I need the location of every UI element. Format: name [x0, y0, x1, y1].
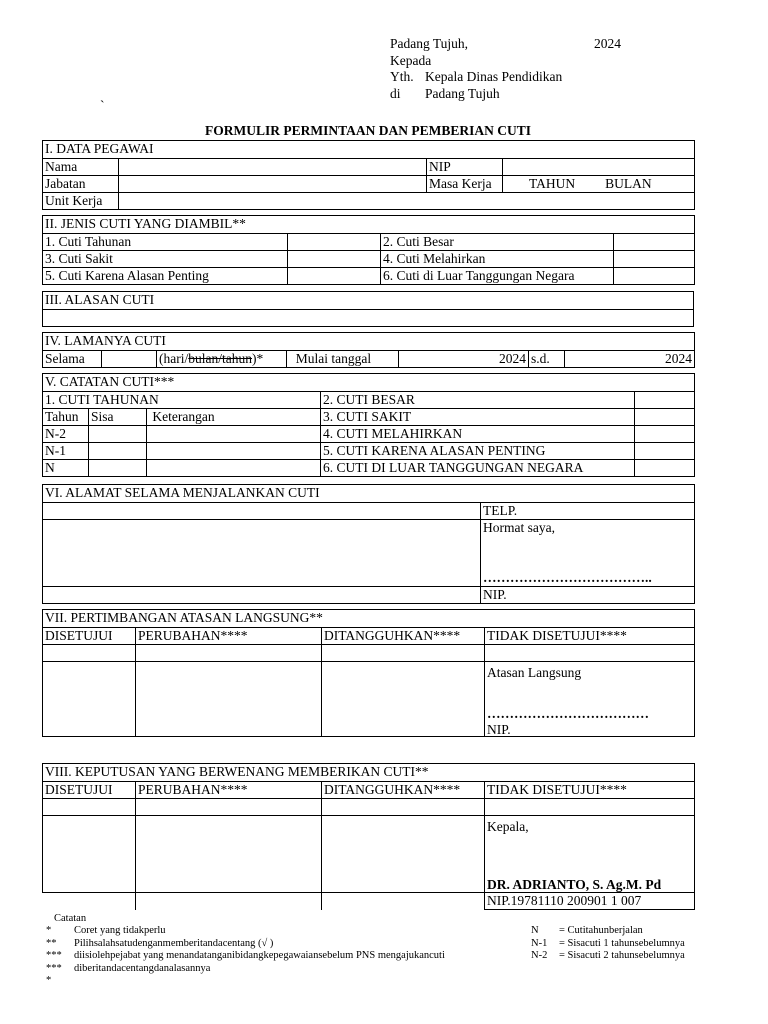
note-item: *: [46, 975, 52, 986]
catatan-item: 5. CUTI KARENA ALASAN PENTING: [321, 443, 635, 460]
row-year: N-2: [43, 426, 89, 443]
catatan-item: 6. CUTI DI LUAR TANGGUNGAN NEGARA: [321, 460, 635, 477]
signature-line: ………………………………: [487, 706, 649, 721]
cuti-type-label: 2. Cuti Besar: [381, 234, 614, 251]
catatan-item: 4. CUTI MELAHIRKAN: [321, 426, 635, 443]
section-8-heading: VIII. KEPUTUSAN YANG BERWENANG MEMBERIKAN CUTI**: [43, 764, 695, 782]
note-item: ** Pilihsalahsatudenganmemberitandacentang (√ ): [46, 937, 274, 949]
section-keputusan: [42, 763, 695, 910]
check-tidak-disetujui[interactable]: [485, 645, 695, 662]
col-tidak-disetujui: TIDAK DISETUJUI****: [485, 782, 695, 799]
cuti-type-check[interactable]: [614, 234, 695, 251]
section-4-heading: IV. LAMANYA CUTI: [43, 333, 695, 351]
field-jabatan[interactable]: [119, 176, 427, 193]
check-disetujui[interactable]: [43, 799, 136, 816]
note-perubahan[interactable]: [136, 816, 322, 893]
cuti-type-check[interactable]: [288, 234, 381, 251]
label-sd: s.d.: [529, 351, 565, 368]
section-pertimbangan: [42, 609, 695, 737]
field-sisa[interactable]: [89, 426, 147, 443]
section-alasan-cuti: [42, 291, 694, 327]
kepala-label: Kepala,: [487, 819, 529, 834]
cuti-type-check[interactable]: [614, 268, 695, 285]
note-item: *** diisiolehpejabat yang menandatanganibidangkepegawaiansebelum PNS mengajukancuti: [46, 950, 445, 961]
section-data-pegawai: [42, 140, 695, 210]
label-bulan: BULAN: [605, 176, 652, 191]
field-sisa[interactable]: [89, 460, 147, 477]
col-ditangguhkan: DITANGGUHKAN****: [322, 782, 485, 799]
col-ditangguhkan: DITANGGUHKAN****: [322, 628, 485, 645]
label-unit-kerja: Unit Kerja: [43, 193, 119, 210]
atasan-label: Atasan Langsung: [487, 665, 582, 680]
label-selama: Selama: [43, 351, 102, 368]
label-unit: (hari/bulan/tahun)*: [157, 351, 287, 368]
label-tahun: TAHUN: [529, 176, 576, 191]
row-year: N-1: [43, 443, 89, 460]
field-end-date[interactable]: 2024: [565, 351, 695, 368]
cuti-type-label: 3. Cuti Sakit: [43, 251, 288, 268]
notes-left: [46, 925, 526, 988]
catatan-item: 3. CUTI SAKIT: [321, 409, 635, 426]
header-kepada: Kepada: [390, 53, 432, 68]
field-nip[interactable]: [503, 159, 695, 176]
signature-kepala: [485, 816, 695, 893]
section-7-heading: VII. PERTIMBANGAN ATASAN LANGSUNG**: [43, 610, 695, 628]
note-legend: N-2 = Sisacuti 2 tahunsebelumnya: [531, 950, 685, 961]
col-tahun: Tahun: [43, 409, 89, 426]
section-1-heading: I. DATA PEGAWAI: [43, 141, 695, 159]
note-ditangguhkan[interactable]: [322, 662, 485, 737]
field-alamat[interactable]: [43, 503, 481, 520]
header-di: di: [390, 86, 401, 101]
cuti-type-label: 4. Cuti Melahirkan: [381, 251, 614, 268]
label-masa-kerja: Masa Kerja: [427, 176, 503, 193]
field-start-date[interactable]: 2024: [399, 351, 529, 368]
field-nama[interactable]: [119, 159, 427, 176]
col-disetujui: DISETUJUI: [43, 628, 136, 645]
label-nama: Nama: [43, 159, 119, 176]
header-city: Padang Tujuh,: [390, 36, 469, 51]
catatan-item-value[interactable]: [635, 426, 695, 443]
col-tidak-disetujui: TIDAK DISETUJUI****: [485, 628, 695, 645]
field-alamat-detail[interactable]: [43, 520, 481, 587]
section-alamat: [42, 484, 695, 604]
label-jabatan: Jabatan: [43, 176, 119, 193]
cuti-type-check[interactable]: [614, 251, 695, 268]
section-lamanya-cuti: [42, 332, 695, 368]
section-5-heading: V. CATATAN CUTI***: [43, 374, 695, 392]
cuti-type-check[interactable]: [288, 251, 381, 268]
field-keterangan[interactable]: [147, 426, 321, 443]
catatan-item-value[interactable]: [635, 443, 695, 460]
header-year: 2024: [594, 36, 621, 51]
catatan-item-value[interactable]: [635, 409, 695, 426]
note-perubahan[interactable]: [136, 662, 322, 737]
field-alamat-extra[interactable]: [43, 587, 481, 604]
check-ditangguhkan[interactable]: [322, 799, 485, 816]
field-keterangan[interactable]: [147, 443, 321, 460]
header-yth: Yth.: [390, 69, 414, 84]
col-perubahan: PERUBAHAN****: [136, 628, 322, 645]
cuti-type-label: 5. Cuti Karena Alasan Penting: [43, 268, 288, 285]
col-disetujui: DISETUJUI: [43, 782, 136, 799]
section-catatan-cuti: [42, 373, 695, 477]
cuti-tahunan-title: 1. CUTI TAHUNAN: [43, 392, 321, 409]
note-legend: N-1 = Sisacuti 1 tahunsebelumnya: [531, 937, 685, 949]
catatan-item: 2. CUTI BESAR: [321, 392, 635, 409]
section-3-heading: III. ALASAN CUTI: [43, 292, 694, 310]
col-sisa: Sisa: [89, 409, 147, 426]
label-mulai: Mulai tanggal: [287, 351, 399, 368]
check-ditangguhkan[interactable]: [322, 645, 485, 662]
cuti-type-label: 6. Cuti di Luar Tanggungan Negara: [381, 268, 614, 285]
field-masa-kerja[interactable]: [503, 176, 695, 193]
row-year: N: [43, 460, 89, 477]
note-disetujui[interactable]: [43, 816, 136, 893]
note-ditangguhkan[interactable]: [322, 816, 485, 893]
field-unit-kerja[interactable]: [119, 193, 695, 210]
signature-atasan: [485, 662, 695, 737]
field-alasan[interactable]: [43, 310, 694, 327]
kepala-name: DR. ADRIANTO, S. Ag.M. Pd: [487, 877, 662, 892]
cuti-type-label: 1. Cuti Tahunan: [43, 234, 288, 251]
header-recipient: Kepala Dinas Pendidikan: [425, 69, 563, 84]
signature-line: ………………………………..: [483, 570, 652, 585]
header-place: Padang Tujuh: [425, 86, 500, 101]
label-nip-pemohon: NIP.: [481, 587, 695, 604]
label-telp: TELP.: [481, 503, 695, 520]
section-jenis-cuti: [42, 215, 695, 285]
col-perubahan: PERUBAHAN****: [136, 782, 322, 799]
signature-pemohon: [481, 520, 695, 587]
kepala-nip: NIP.19781110 200901 1 007: [485, 893, 695, 910]
note-legend: N = Cutitahunberjalan: [531, 925, 643, 936]
col-keterangan: Keterangan: [147, 409, 321, 426]
notes-title: Catatan: [54, 913, 87, 924]
cuti-type-check[interactable]: [288, 268, 381, 285]
catatan-item-value[interactable]: [635, 392, 695, 409]
hormat-saya: Hormat saya,: [483, 520, 555, 535]
field-selama[interactable]: [102, 351, 157, 368]
check-perubahan[interactable]: [136, 799, 322, 816]
check-perubahan[interactable]: [136, 645, 322, 662]
field-keterangan[interactable]: [147, 460, 321, 477]
note-item: * Coret yang tidakperlu: [46, 925, 166, 936]
label-nip-atasan: NIP.: [487, 722, 511, 737]
check-tidak-disetujui[interactable]: [485, 799, 695, 816]
notes-right: [531, 925, 721, 963]
label-nip: NIP: [427, 159, 503, 176]
stray-mark: `: [100, 98, 105, 113]
form-title: FORMULIR PERMINTAAN DAN PEMBERIAN CUTI: [205, 123, 531, 138]
section-2-heading: II. JENIS CUTI YANG DIAMBIL**: [43, 216, 695, 234]
note-disetujui[interactable]: [43, 662, 136, 737]
field-sisa[interactable]: [89, 443, 147, 460]
check-disetujui[interactable]: [43, 645, 136, 662]
note-item: *** diberitandacentangdanalasannya: [46, 962, 211, 974]
section-6-heading: VI. ALAMAT SELAMA MENJALANKAN CUTI: [43, 485, 695, 503]
catatan-item-value[interactable]: [635, 460, 695, 477]
